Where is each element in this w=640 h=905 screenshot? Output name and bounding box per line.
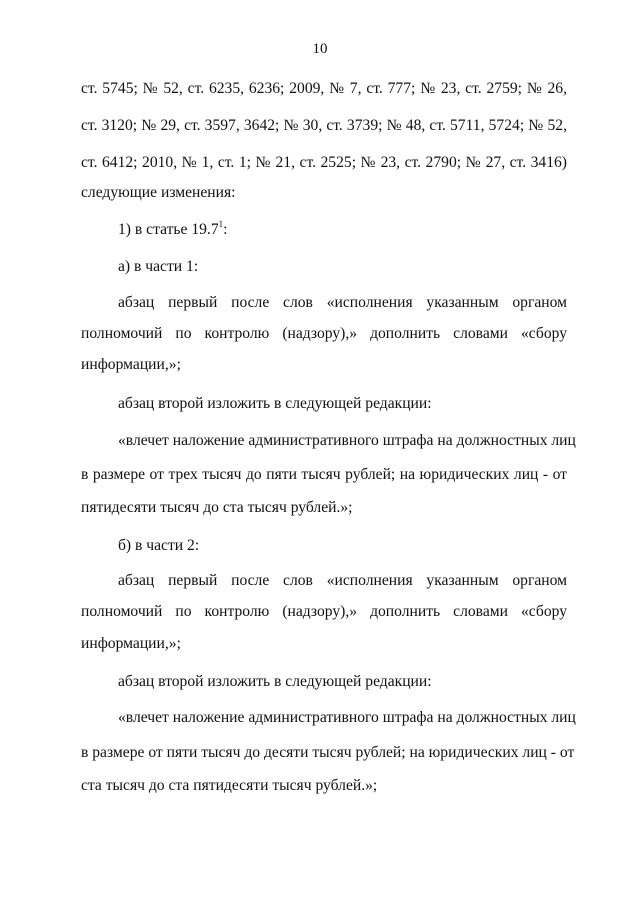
text-line-17: информации,»;: [81, 635, 181, 652]
text-line-20: в размере от пяти тысяч до десяти тысяч рублей; на юридических лиц - от: [81, 744, 575, 761]
text-line-19: «влечет наложение административного штрафа на должностных лиц: [118, 709, 576, 726]
text-line-7: абзац первый после слов «исполнения указанным органом: [118, 294, 567, 311]
page-number: 10: [312, 41, 328, 57]
text-line-9: информации,»;: [81, 356, 181, 373]
text-line-21: ста тысяч до ста пятидесяти тысяч рублей.»;: [81, 777, 378, 794]
part-b-heading: б) в части 2:: [118, 537, 200, 554]
text-line-3: ст. 6412; 2010, № 1, ст. 1; № 21, ст. 2525; № 23, ст. 2790; № 27, ст. 3416): [81, 154, 567, 171]
text-line-8: полномочий по контролю (надзору),» дополнить словами «сбору: [81, 325, 567, 342]
text-line-2: ст. 3120; № 29, ст. 3597, 3642; № 30, ст. 3739; № 48, ст. 5711, 5724; № 52,: [81, 117, 567, 134]
text-line-12: в размере от трех тысяч до пяти тысяч рублей; на юридических лиц - от: [81, 466, 567, 483]
article-superscript: 1: [218, 218, 224, 229]
part-a-heading: а) в части 1:: [118, 258, 199, 275]
text-line-16: полномочий по контролю (надзору),» дополнить словами «сбору: [81, 603, 567, 620]
article-heading-text: 1) в статье 19.7: [118, 221, 219, 238]
text-line-11: «влечет наложение административного штрафа на должностных лиц: [118, 432, 576, 449]
text-line-4: следующие изменения:: [81, 184, 236, 201]
article-heading: [118, 218, 567, 239]
text-line-10: абзац второй изложить в следующей редакции:: [118, 395, 432, 412]
text-line-13: пятидесяти тысяч до ста тысяч рублей.»;: [81, 499, 353, 516]
article-heading-colon: :: [223, 221, 228, 238]
text-line-15: абзац первый после слов «исполнения указанным органом: [118, 572, 567, 589]
text-line-1: ст. 5745; № 52, ст. 6235, 6236; 2009, № 7, ст. 777; № 23, ст. 2759; № 26,: [81, 80, 567, 97]
text-line-18: абзац второй изложить в следующей редакции:: [118, 673, 432, 690]
